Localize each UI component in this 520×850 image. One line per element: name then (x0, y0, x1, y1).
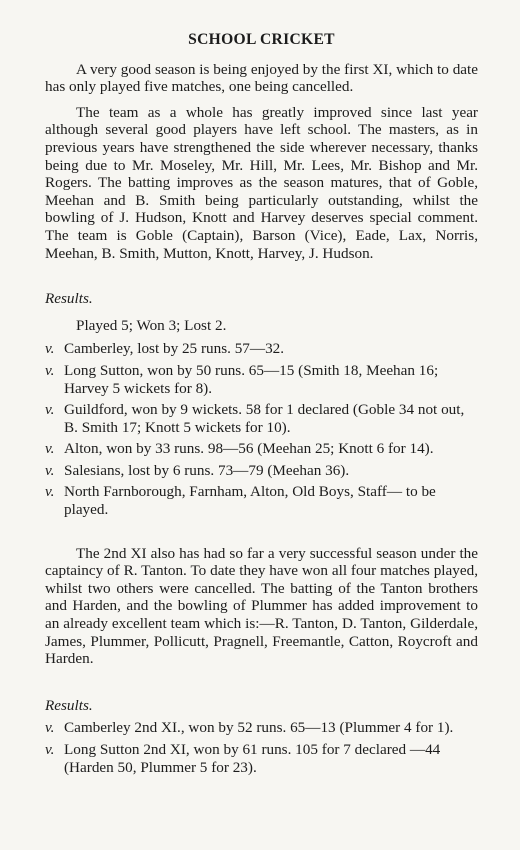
versus-prefix: v. (45, 483, 55, 501)
result-item (45, 340, 478, 358)
result-text: Camberley 2nd XI., won by 52 runs. 65—13 (Plummer 4 for 1). (64, 719, 454, 737)
intro-paragraph: A very good season is being enjoyed by the first XI, which to date has only played five matches, one being cancelled. (45, 60, 478, 96)
versus-prefix: v. (45, 401, 55, 419)
result-text: Camberley, lost by 25 runs. 57—32. (64, 340, 285, 358)
result-item (45, 483, 478, 518)
result-item (45, 462, 478, 480)
versus-prefix: v. (45, 361, 55, 379)
second-xi-results-heading: Results. (45, 696, 93, 714)
versus-prefix: v. (45, 741, 55, 758)
first-xi-summary: Played 5; Won 3; Lost 2. (76, 316, 227, 334)
first-xi-results-heading: Results. (45, 290, 93, 308)
result-item (45, 401, 478, 436)
first-xi-results-list (45, 340, 478, 518)
result-text: Salesians, lost by 6 runs. 73—79 (Meehan 36). (64, 461, 350, 479)
second-xi-results-list (45, 719, 478, 776)
result-text: Long Sutton 2nd XI, won by 61 runs. 105 for 7 declared —44 (Harden 50, Plummer 5 for 23). (64, 741, 441, 776)
second-xi-paragraph: The 2nd XI also has had so far a very successful season under the captaincy of R. Tanton. To date they have won all four matches played, whilst two others were cancelled. The batting of the Tanton brothers and Harden, and the bowling of Plummer has added improvement to an already excellent team which is:—R. Tanton, D. Tanton, Gilderdale, James, Plummer, Pollicutt, Pragnell, Freemantle, Catton, Roycroft and Harden. (45, 544, 478, 668)
result-text: North Farnborough, Farnham, Alton, Old Boys, Staff— to be played. (64, 483, 436, 519)
result-item (45, 440, 478, 458)
result-item (45, 741, 478, 776)
result-item (45, 362, 478, 397)
versus-prefix: v. (45, 461, 55, 479)
result-text: Guildford, won by 9 wickets. 58 for 1 declared (Goble 34 not out, B. Smith 17; Knott 5 wickets for 10). (64, 401, 465, 436)
result-text: Long Sutton, won by 50 runs. 65—15 (Smith 18, Meehan 16; Harvey 5 wickets for 8). (64, 361, 439, 397)
result-item (45, 719, 478, 737)
versus-prefix: v. (45, 440, 55, 458)
result-text: Alton, won by 33 runs. 98—56 (Meehan 25; Knott 6 for 14). (64, 440, 434, 458)
versus-prefix: v. (45, 719, 55, 737)
team-paragraph: The team as a whole has greatly improved since last year although several good players have left school. The masters, as in previous years have strengthened the side wherever necessary, thanks being due to Mr. Moseley, Mr. Hill, Mr. Lees, Mr. Bishop and Mr. Rogers. The batting improves as the season matures, that of Goble, Meehan and B. Smith being particularly outstanding, whilst the bowling of J. Hudson, Knott and Harvey deserves special comment. The team is Goble (Captain), Barson (Vice), Eade, Lax, Norris, Meehan, B. Smith, Mutton, Knott, Harvey, J. Hudson. (45, 103, 478, 262)
page-title: SCHOOL CRICKET (188, 31, 335, 48)
versus-prefix: v. (45, 340, 55, 358)
